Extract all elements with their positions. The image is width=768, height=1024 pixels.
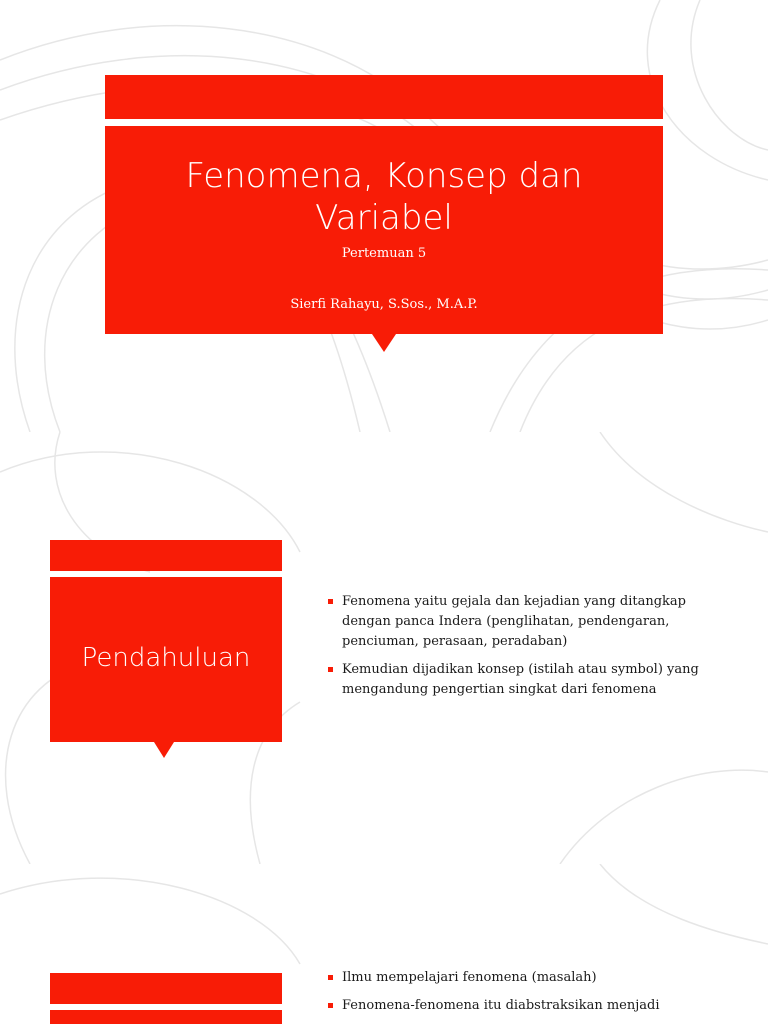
slide-title-text: Fenomena, Konsep dan Variabel: [185, 156, 583, 238]
title-box-pointer: [372, 334, 396, 352]
bullet-icon: [328, 1003, 333, 1008]
bullet-list: [328, 592, 708, 708]
list-item: [328, 592, 708, 652]
bullet-text: Kemudian dijadikan konsep (istilah atau symbol) yang mengandung pengertian singkat dari fenomena: [342, 662, 699, 697]
slide-subtitle: Pertemuan 5: [341, 246, 427, 261]
slide-heading: Pendahuluan: [81, 643, 251, 673]
heading-box: [50, 1010, 282, 1024]
title-top-bar: [105, 75, 663, 119]
list-item: [328, 660, 708, 700]
bullet-list: [328, 968, 708, 1024]
heading-top-bar: [50, 973, 282, 1004]
heading-top-bar: [50, 540, 282, 571]
list-item: [328, 996, 708, 1016]
bullet-text: Ilmu mempelajari fenomena (masalah): [342, 970, 597, 985]
bullet-icon: [328, 599, 333, 604]
heading-box-pointer: [154, 742, 174, 758]
bullet-icon: [328, 667, 333, 672]
bullet-icon: [328, 975, 333, 980]
slide-pendahuluan: [0, 432, 768, 864]
slide-title: [0, 0, 768, 432]
slide-author: Sierfi Rahayu, S.Sos., M.A.P.: [290, 297, 478, 312]
bullet-text: Fenomena-fenomena itu diabstraksikan menjadi: [342, 998, 660, 1013]
slide-partial: [0, 864, 768, 1024]
bullet-text: Fenomena yaitu gejala dan kejadian yang ditangkap dengan panca Indera (penglihatan, pendengaran, penciuman, perasaan, peradaban): [342, 594, 686, 649]
list-item: [328, 968, 708, 988]
